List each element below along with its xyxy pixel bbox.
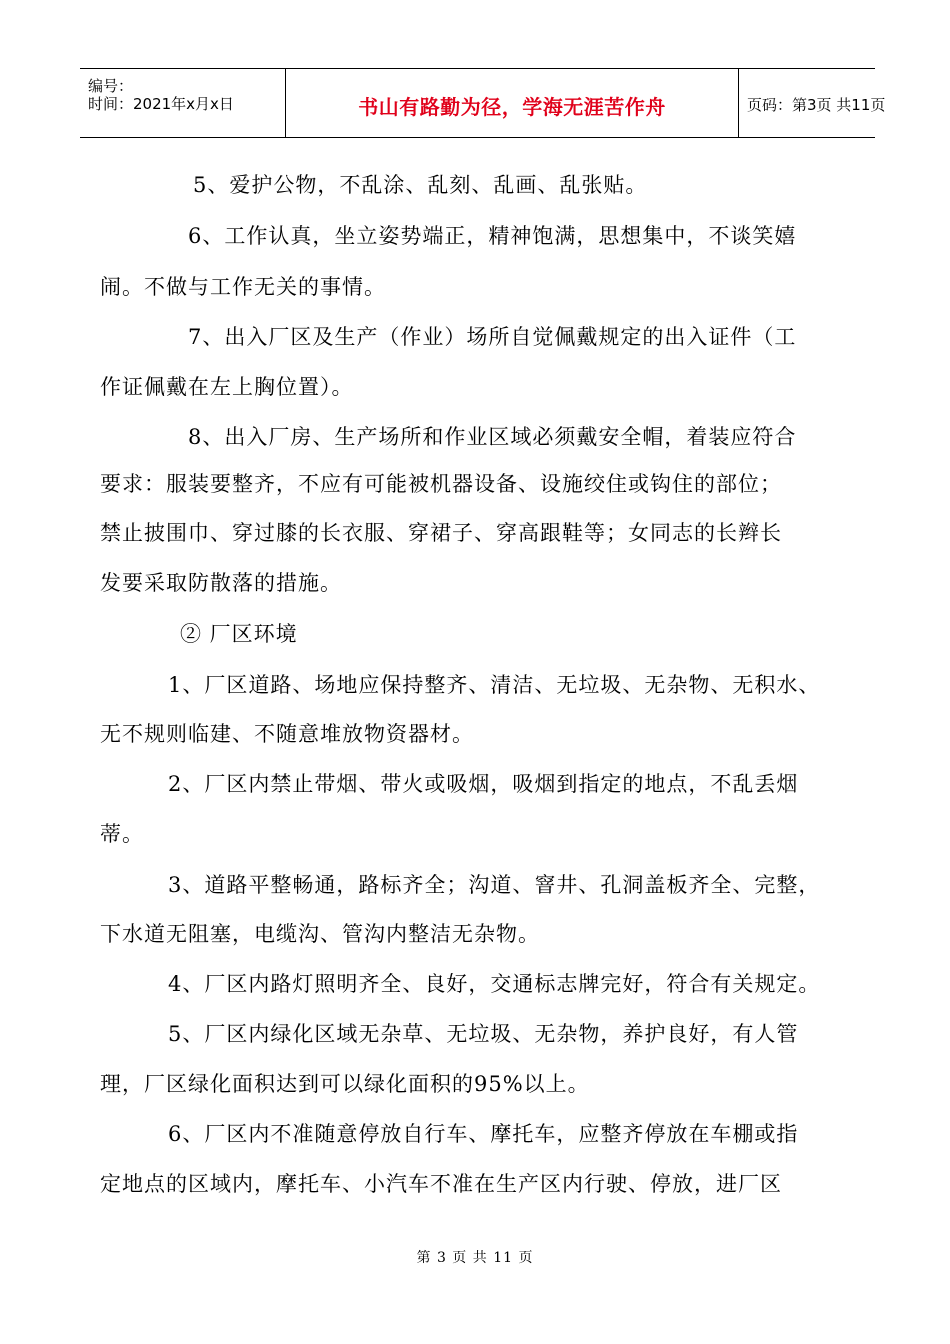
document-number-label: 编号： <box>88 77 134 95</box>
header-motto-cell <box>285 69 739 137</box>
body-line: 理，厂区绿化面积达到可以绿化面积的95%以上。 <box>100 1072 590 1096</box>
header-motto: 书山有路勤为径，学海无涯苦作舟 <box>358 95 666 119</box>
body-line: 2、厂区内禁止带烟、带火或吸烟，吸烟到指定的地点，不乱丢烟 <box>168 772 799 796</box>
body-line: 下水道无阻塞，电缆沟、管沟内整洁无杂物。 <box>100 922 540 946</box>
body-line: 8、出入厂房、生产场所和作业区域必须戴安全帽，着装应符合 <box>188 425 797 449</box>
document-time-label: 时间：2021年x月x日 <box>88 95 234 113</box>
header-meta <box>80 69 285 137</box>
body-line: 蒂。 <box>100 822 144 846</box>
page-header <box>80 68 886 138</box>
body-line: 5、爱护公物，不乱涂、乱刻、乱画、乱张贴。 <box>193 173 648 197</box>
body-line: 作证佩戴在左上胸位置）。 <box>100 375 354 399</box>
body-line: 发要采取防散落的措施。 <box>100 571 342 595</box>
body-line: 要求：服装要整齐，不应有可能被机器设备、设施绞住或钩住的部位； <box>100 472 782 496</box>
body-line: 1、厂区道路、场地应保持整齐、清洁、无垃圾、无杂物、无积水、 <box>168 673 821 697</box>
body-line: 6、厂区内不准随意停放自行车、摩托车，应整齐停放在车棚或指 <box>168 1122 799 1146</box>
body-line: 闹。不做与工作无关的事情。 <box>100 275 386 299</box>
header-page-info: 页码：第3页 共11页 <box>747 96 886 114</box>
section-heading: ② 厂区环境 <box>180 622 298 646</box>
header-page-cell <box>737 69 886 137</box>
body-line: 4、厂区内路灯照明齐全、良好，交通标志牌完好，符合有关规定。 <box>168 972 821 996</box>
body-line: 无不规则临建、不随意堆放物资器材。 <box>100 722 474 746</box>
body-line: 7、出入厂区及生产（作业）场所自觉佩戴规定的出入证件（工 <box>188 325 797 349</box>
body-line: 3、道路平整畅通，路标齐全；沟道、窨井、孔洞盖板齐全、完整， <box>168 873 821 897</box>
body-line: 5、厂区内绿化区域无杂草、无垃圾、无杂物，养护良好，有人管 <box>168 1022 799 1046</box>
page-footer: 第 3 页 共 11 页 <box>416 1250 534 1266</box>
body-line: 定地点的区域内，摩托车、小汽车不准在生产区内行驶、停放，进厂区 <box>100 1172 782 1196</box>
body-line: 6、工作认真，坐立姿势端正，精神饱满，思想集中，不谈笑嬉 <box>188 224 797 248</box>
body-line: 禁止披围巾、穿过膝的长衣服、穿裙子、穿高跟鞋等；女同志的长辫长 <box>100 521 782 545</box>
